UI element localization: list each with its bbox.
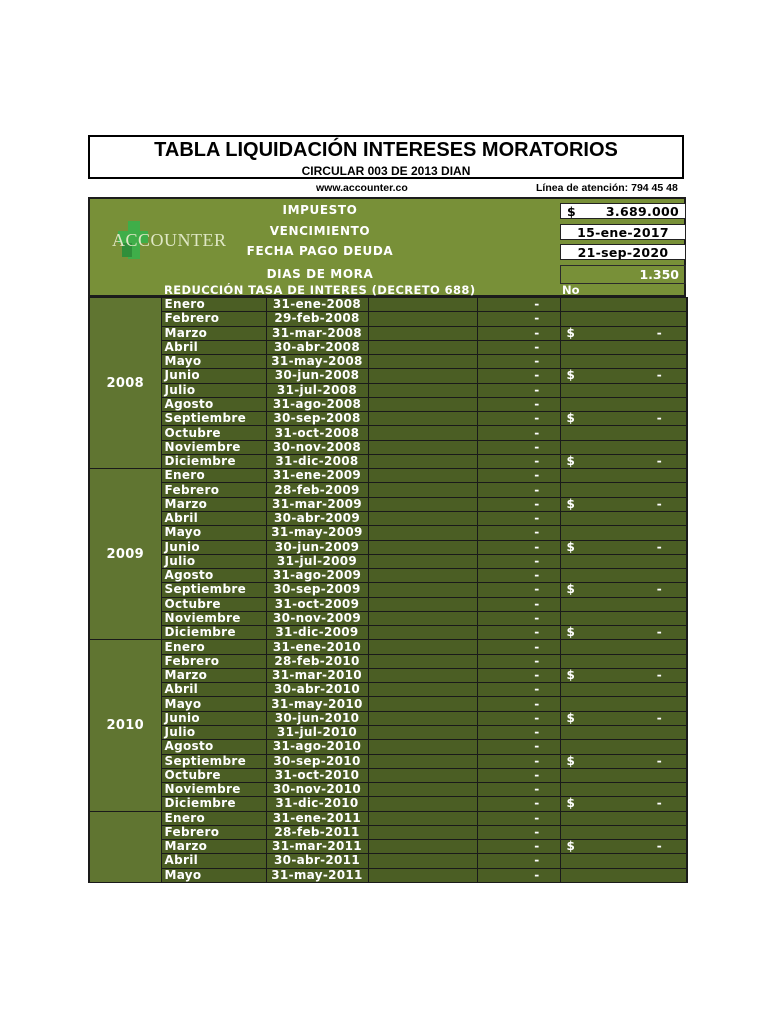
total-currency: $: [566, 711, 576, 725]
value-cell: -: [477, 326, 560, 340]
year-cell: 2008: [89, 298, 161, 469]
date-cell: 30-nov-2010: [266, 783, 368, 797]
value-cell: -: [477, 383, 560, 397]
total-cell: [560, 469, 687, 483]
empty-cell: [368, 754, 477, 768]
empty-cell: [368, 355, 477, 369]
empty-cell: [368, 668, 477, 682]
year-cell: 2009: [89, 469, 161, 640]
month-cell: Noviembre: [161, 783, 266, 797]
total-cell: [560, 497, 687, 511]
table-row: [89, 312, 687, 326]
month-cell: Abril: [161, 511, 266, 525]
table-row: [89, 840, 687, 854]
date-cell: 30-jun-2010: [266, 711, 368, 725]
value-cell: -: [477, 725, 560, 739]
table-row: [89, 626, 687, 640]
logo-text: ACCOUNTER: [112, 230, 227, 250]
date-cell: 31-dic-2008: [266, 454, 368, 468]
table-row: [89, 526, 687, 540]
empty-cell: [368, 540, 477, 554]
vencimiento-label: VENCIMIENTO: [269, 224, 371, 238]
month-cell: Abril: [161, 340, 266, 354]
year-cell: [89, 811, 161, 882]
value-cell: -: [477, 483, 560, 497]
fecha-pago-field[interactable]: 21-sep-2020: [560, 244, 686, 260]
value-cell: -: [477, 554, 560, 568]
month-cell: Mayo: [161, 355, 266, 369]
month-cell: Febrero: [161, 654, 266, 668]
month-cell: Mayo: [161, 526, 266, 540]
total-cell: [560, 854, 687, 868]
value-cell: -: [477, 340, 560, 354]
empty-cell: [368, 768, 477, 782]
table-row: [89, 697, 687, 711]
value-cell: -: [477, 626, 560, 640]
date-cell: 28-feb-2011: [266, 825, 368, 839]
date-cell: 31-oct-2008: [266, 426, 368, 440]
empty-cell: [368, 825, 477, 839]
empty-cell: [368, 383, 477, 397]
total-value: -: [656, 497, 662, 511]
empty-cell: [368, 783, 477, 797]
total-cell: [560, 454, 687, 468]
month-cell: Julio: [161, 725, 266, 739]
total-cell: [560, 326, 687, 340]
impuesto-label: IMPUESTO: [282, 203, 358, 217]
month-cell: Junio: [161, 369, 266, 383]
impuesto-currency: $: [567, 204, 576, 219]
total-cell: [560, 711, 687, 725]
table-row: [89, 825, 687, 839]
empty-cell: [368, 554, 477, 568]
month-cell: Mayo: [161, 697, 266, 711]
value-cell: -: [477, 654, 560, 668]
table-row: [89, 611, 687, 625]
total-value: -: [656, 796, 662, 811]
dias-mora-label: DIAS DE MORA: [266, 267, 374, 281]
empty-cell: [368, 526, 477, 540]
empty-cell: [368, 583, 477, 597]
total-cell: [560, 783, 687, 797]
value-cell: -: [477, 825, 560, 839]
total-currency: $: [566, 839, 576, 854]
table-row: [89, 340, 687, 354]
value-cell: -: [477, 868, 560, 882]
date-cell: 30-jun-2009: [266, 540, 368, 554]
total-cell: [560, 654, 687, 668]
total-cell: [560, 483, 687, 497]
date-cell: 31-ene-2009: [266, 469, 368, 483]
total-value: -: [656, 582, 662, 597]
value-cell: -: [477, 440, 560, 454]
total-cell: [560, 511, 687, 525]
empty-cell: [368, 426, 477, 440]
empty-cell: [368, 740, 477, 754]
empty-cell: [368, 412, 477, 426]
table-row: [89, 583, 687, 597]
month-cell: Enero: [161, 640, 266, 654]
date-cell: 31-oct-2009: [266, 597, 368, 611]
total-cell: [560, 383, 687, 397]
total-currency: $: [566, 540, 576, 554]
date-cell: 31-jul-2009: [266, 554, 368, 568]
total-cell: [560, 369, 687, 383]
total-cell: [560, 440, 687, 454]
month-cell: Abril: [161, 854, 266, 868]
date-cell: 31-dic-2009: [266, 626, 368, 640]
total-cell: [560, 426, 687, 440]
total-cell: [560, 683, 687, 697]
date-cell: 30-abr-2010: [266, 683, 368, 697]
value-cell: -: [477, 583, 560, 597]
total-value: -: [656, 668, 662, 682]
table-row: [89, 397, 687, 411]
value-cell: -: [477, 683, 560, 697]
value-cell: -: [477, 711, 560, 725]
total-value: -: [656, 326, 662, 340]
table-row: [89, 497, 687, 511]
month-cell: Enero: [161, 469, 266, 483]
fecha-pago-label: FECHA PAGO DEUDA: [246, 244, 394, 258]
value-cell: -: [477, 569, 560, 583]
total-cell: [560, 340, 687, 354]
empty-cell: [368, 868, 477, 882]
month-cell: Marzo: [161, 840, 266, 854]
date-cell: 31-ago-2008: [266, 397, 368, 411]
total-currency: $: [566, 625, 576, 640]
month-cell: Junio: [161, 540, 266, 554]
table-row: [89, 683, 687, 697]
month-cell: Diciembre: [161, 454, 266, 468]
total-currency: $: [566, 668, 576, 682]
total-currency: $: [566, 582, 576, 597]
total-cell: [560, 868, 687, 882]
total-currency: $: [566, 454, 576, 468]
month-cell: Junio: [161, 711, 266, 725]
empty-cell: [368, 840, 477, 854]
total-cell: [560, 569, 687, 583]
date-cell: 31-ene-2008: [266, 298, 368, 312]
month-cell: Febrero: [161, 825, 266, 839]
empty-cell: [368, 640, 477, 654]
table-row: [89, 654, 687, 668]
value-cell: -: [477, 811, 560, 825]
table-row: [89, 597, 687, 611]
value-cell: -: [477, 312, 560, 326]
empty-cell: [368, 725, 477, 739]
date-cell: 28-feb-2009: [266, 483, 368, 497]
total-cell: [560, 355, 687, 369]
value-cell: -: [477, 611, 560, 625]
empty-cell: [368, 511, 477, 525]
date-cell: 30-sep-2008: [266, 412, 368, 426]
table-row: [89, 383, 687, 397]
total-value: -: [656, 711, 662, 725]
date-cell: 31-may-2011: [266, 868, 368, 882]
table-row: [89, 440, 687, 454]
date-cell: 30-abr-2008: [266, 340, 368, 354]
value-cell: -: [477, 783, 560, 797]
table-row: [89, 540, 687, 554]
date-cell: 31-jul-2008: [266, 383, 368, 397]
date-cell: 31-ago-2009: [266, 569, 368, 583]
total-cell: [560, 811, 687, 825]
empty-cell: [368, 369, 477, 383]
table-row: [89, 811, 687, 825]
total-cell: [560, 312, 687, 326]
date-cell: 28-feb-2010: [266, 654, 368, 668]
total-currency: $: [566, 411, 576, 426]
total-currency: $: [566, 497, 576, 511]
empty-cell: [368, 854, 477, 868]
month-cell: Agosto: [161, 569, 266, 583]
table-row: [89, 454, 687, 468]
value-cell: -: [477, 355, 560, 369]
table-row: [89, 426, 687, 440]
month-cell: Septiembre: [161, 412, 266, 426]
empty-cell: [368, 611, 477, 625]
month-cell: Enero: [161, 811, 266, 825]
value-cell: -: [477, 640, 560, 654]
vencimiento-field[interactable]: 15-ene-2017: [560, 224, 686, 240]
empty-cell: [368, 298, 477, 312]
impuesto-value: 3.689.000: [605, 204, 679, 219]
table-row: [89, 326, 687, 340]
month-cell: Agosto: [161, 740, 266, 754]
total-cell: [560, 840, 687, 854]
table-row: [89, 483, 687, 497]
website-link[interactable]: www.accounter.co: [316, 182, 408, 194]
date-cell: 31-mar-2008: [266, 326, 368, 340]
summary-panel: [88, 197, 686, 297]
table-row: [89, 412, 687, 426]
month-cell: Abril: [161, 683, 266, 697]
value-cell: -: [477, 797, 560, 811]
month-cell: Marzo: [161, 668, 266, 682]
empty-cell: [368, 797, 477, 811]
value-cell: -: [477, 597, 560, 611]
table-row: [89, 569, 687, 583]
value-cell: -: [477, 540, 560, 554]
accounter-logo: [112, 221, 227, 261]
month-cell: Julio: [161, 554, 266, 568]
table-row: [89, 797, 687, 811]
table-row: [89, 511, 687, 525]
table-row: [89, 369, 687, 383]
table-row: [89, 754, 687, 768]
page-title: TABLA LIQUIDACIÓN INTERESES MORATORIOS: [154, 139, 618, 161]
total-cell: [560, 640, 687, 654]
month-cell: Marzo: [161, 326, 266, 340]
date-cell: 31-ago-2010: [266, 740, 368, 754]
dias-mora-field: [560, 265, 686, 284]
empty-cell: [368, 569, 477, 583]
date-cell: 31-ene-2010: [266, 640, 368, 654]
reduccion-label: REDUCCIÓN TASA DE INTERES (DECRETO 688): [164, 283, 476, 297]
empty-cell: [368, 497, 477, 511]
date-cell: 30-sep-2010: [266, 754, 368, 768]
total-cell: [560, 697, 687, 711]
date-cell: 30-abr-2011: [266, 854, 368, 868]
value-cell: -: [477, 298, 560, 312]
title-box: [88, 135, 684, 179]
total-cell: [560, 740, 687, 754]
total-cell: [560, 540, 687, 554]
total-cell: [560, 397, 687, 411]
date-cell: 29-feb-2008: [266, 312, 368, 326]
interest-table: [88, 297, 688, 883]
table-row: [89, 725, 687, 739]
value-cell: -: [477, 854, 560, 868]
page-subtitle: CIRCULAR 003 DE 2013 DIAN: [301, 164, 471, 178]
empty-cell: [368, 312, 477, 326]
phone-line: Línea de atención: 794 45 48: [536, 182, 678, 194]
empty-cell: [368, 697, 477, 711]
date-cell: 31-may-2010: [266, 697, 368, 711]
month-cell: Agosto: [161, 397, 266, 411]
date-cell: 31-may-2009: [266, 526, 368, 540]
month-cell: Septiembre: [161, 754, 266, 768]
value-cell: -: [477, 668, 560, 682]
table-row: [89, 868, 687, 882]
empty-cell: [368, 626, 477, 640]
total-cell: [560, 797, 687, 811]
month-cell: Febrero: [161, 483, 266, 497]
date-cell: 31-mar-2009: [266, 497, 368, 511]
empty-cell: [368, 454, 477, 468]
value-cell: -: [477, 754, 560, 768]
total-value: -: [656, 754, 662, 768]
month-cell: Octubre: [161, 768, 266, 782]
value-cell: -: [477, 369, 560, 383]
total-value: -: [656, 540, 662, 554]
month-cell: Octubre: [161, 597, 266, 611]
total-value: -: [656, 411, 662, 426]
value-cell: -: [477, 840, 560, 854]
table-row: [89, 355, 687, 369]
table-row: [89, 783, 687, 797]
impuesto-field[interactable]: [560, 203, 686, 219]
value-cell: -: [477, 412, 560, 426]
value-cell: -: [477, 397, 560, 411]
table-row: [89, 554, 687, 568]
value-cell: -: [477, 768, 560, 782]
total-cell: [560, 668, 687, 682]
total-value: -: [656, 454, 662, 468]
total-cell: [560, 725, 687, 739]
table-row: [89, 768, 687, 782]
month-cell: Noviembre: [161, 611, 266, 625]
month-cell: Mayo: [161, 868, 266, 882]
month-cell: Octubre: [161, 426, 266, 440]
month-cell: Enero: [161, 298, 266, 312]
date-cell: 31-ene-2011: [266, 811, 368, 825]
total-value: -: [656, 368, 662, 383]
date-cell: 30-abr-2009: [266, 511, 368, 525]
total-cell: [560, 597, 687, 611]
table-row: [89, 298, 687, 312]
total-currency: $: [566, 796, 576, 811]
total-cell: [560, 626, 687, 640]
month-cell: Marzo: [161, 497, 266, 511]
value-cell: -: [477, 697, 560, 711]
table-row: [89, 668, 687, 682]
empty-cell: [368, 440, 477, 454]
empty-cell: [368, 340, 477, 354]
reduccion-value[interactable]: No: [562, 283, 580, 297]
month-cell: Diciembre: [161, 797, 266, 811]
total-value: -: [656, 625, 662, 640]
value-cell: -: [477, 454, 560, 468]
table-row: [89, 469, 687, 483]
table-row: [89, 711, 687, 725]
empty-cell: [368, 483, 477, 497]
date-cell: 30-nov-2009: [266, 611, 368, 625]
date-cell: 31-mar-2010: [266, 668, 368, 682]
total-cell: [560, 298, 687, 312]
date-cell: 30-sep-2009: [266, 583, 368, 597]
total-cell: [560, 583, 687, 597]
empty-cell: [368, 469, 477, 483]
value-cell: -: [477, 526, 560, 540]
value-cell: -: [477, 426, 560, 440]
total-value: -: [656, 839, 662, 854]
date-cell: 31-dic-2010: [266, 797, 368, 811]
total-cell: [560, 754, 687, 768]
month-cell: Diciembre: [161, 626, 266, 640]
total-currency: $: [566, 368, 576, 383]
month-cell: Julio: [161, 383, 266, 397]
value-cell: -: [477, 511, 560, 525]
total-cell: [560, 611, 687, 625]
total-cell: [560, 554, 687, 568]
table-row: [89, 854, 687, 868]
empty-cell: [368, 711, 477, 725]
empty-cell: [368, 326, 477, 340]
total-cell: [560, 768, 687, 782]
total-cell: [560, 825, 687, 839]
year-cell: 2010: [89, 640, 161, 811]
total-cell: [560, 412, 687, 426]
dias-mora-value: 1.350: [639, 267, 679, 282]
value-cell: -: [477, 740, 560, 754]
empty-cell: [368, 597, 477, 611]
table-row: [89, 640, 687, 654]
month-cell: Noviembre: [161, 440, 266, 454]
date-cell: 31-oct-2010: [266, 768, 368, 782]
value-cell: -: [477, 497, 560, 511]
date-cell: 31-mar-2011: [266, 840, 368, 854]
date-cell: 30-jun-2008: [266, 369, 368, 383]
empty-cell: [368, 397, 477, 411]
table-row: [89, 740, 687, 754]
total-currency: $: [566, 754, 576, 768]
total-currency: $: [566, 326, 576, 340]
month-cell: Febrero: [161, 312, 266, 326]
date-cell: 30-nov-2008: [266, 440, 368, 454]
value-cell: -: [477, 469, 560, 483]
month-cell: Septiembre: [161, 583, 266, 597]
total-cell: [560, 526, 687, 540]
empty-cell: [368, 811, 477, 825]
date-cell: 31-jul-2010: [266, 725, 368, 739]
empty-cell: [368, 654, 477, 668]
date-cell: 31-may-2008: [266, 355, 368, 369]
empty-cell: [368, 683, 477, 697]
